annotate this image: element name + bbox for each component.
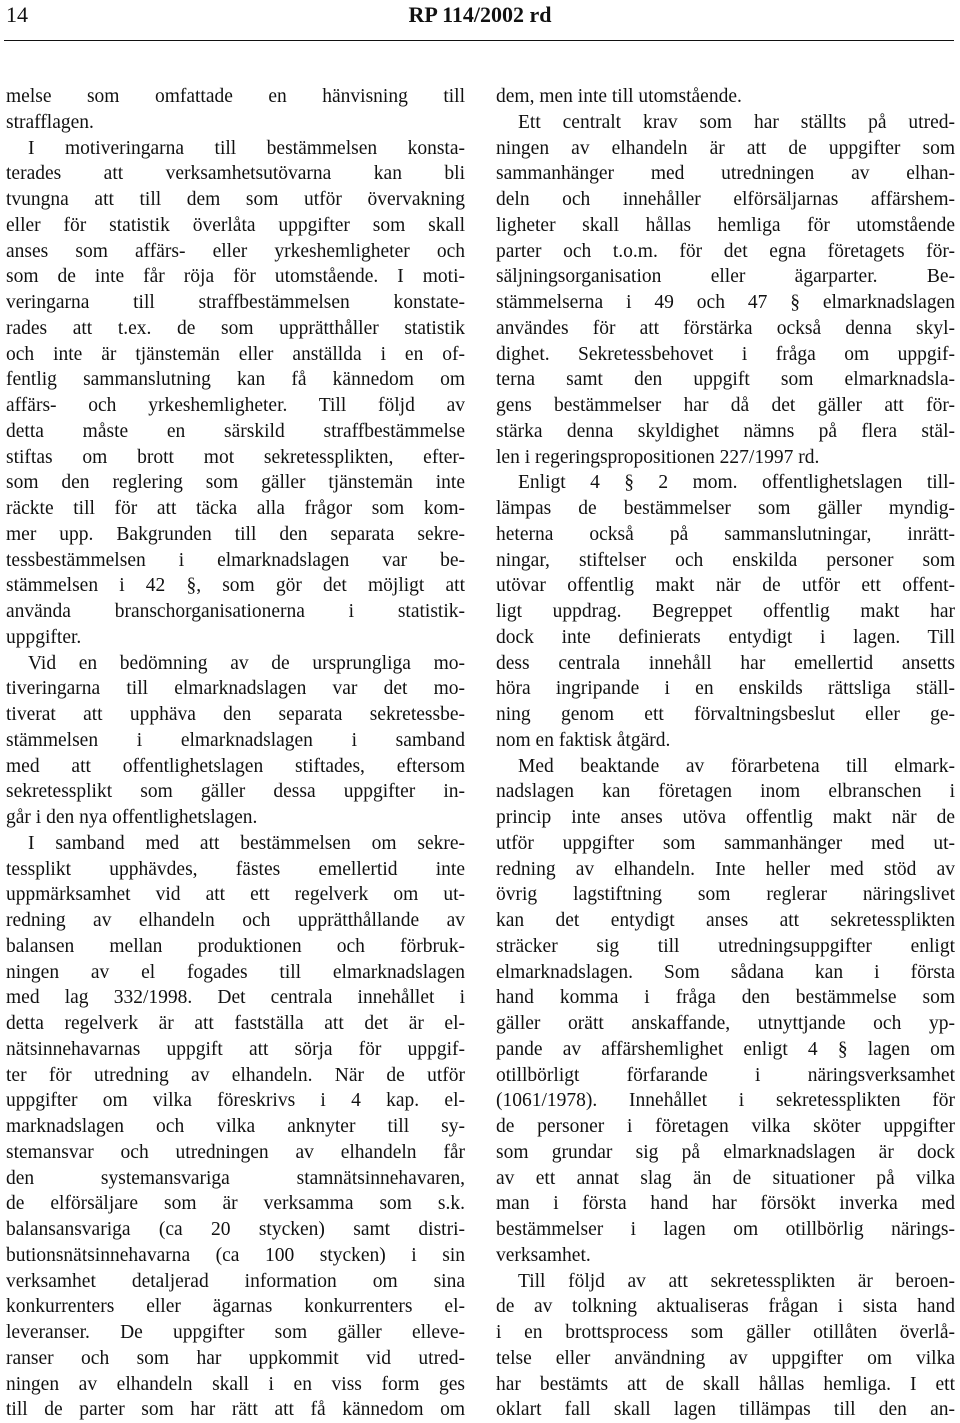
text-line: terades att verksamhetsutövarna kan bli <box>6 163 465 185</box>
text-line: gäller orätt anskaffande, utnyttjande och yp- <box>496 1013 955 1034</box>
text-line: fentlig sammanslutning kan få kännedom om <box>6 369 465 391</box>
text-line: de personer i företagen vilka sköter uppgifter <box>496 1116 955 1137</box>
text-line: gens bestämmelser har då det gäller att för- <box>496 395 955 416</box>
text-line: oklart fall skall lagen tillämpas till den an- <box>496 1399 955 1421</box>
text-line: sekretessplikt som gäller dessa uppgifter in- <box>6 781 465 803</box>
text-line: som den reglering som gäller tjänstemän inte <box>6 472 465 494</box>
text-line: tessplikt upphävdes, fästes emellertid inte <box>6 858 465 880</box>
text-line: har bestämts att de skall hållas hemliga. I ett <box>496 1373 955 1395</box>
text-line: terna samt den uppgift som elmarknadsla- <box>496 369 955 391</box>
text-line: tiveringarna till elmarknadslagen var det mo- <box>6 678 465 700</box>
text-line: detta måste en särskild straffbestämmelse <box>6 420 465 442</box>
text-line: Vid en bedömning av de ursprungliga mo- <box>28 652 465 674</box>
text-line: affärs- och yrkeshemligheter. Till följd av <box>6 395 465 416</box>
text-line: ningar, stiftelser och enskilda personer som <box>496 549 955 571</box>
text-line: användes för att förstärka också denna skyl- <box>496 317 955 339</box>
text-line: ranser och som har uppkommit vid utred- <box>6 1347 465 1369</box>
text-line: ter för utredning av elhandeln. När de utför <box>6 1064 465 1086</box>
text-line: som de inte får röja för utomstående. I moti- <box>6 266 465 288</box>
text-line: balansansvariga (ca 20 stycken) samt distri- <box>6 1219 465 1240</box>
text-line: ning genom ett förvaltningsbeslut eller ge- <box>496 704 955 725</box>
text-line: den systemansvariga stamnätsinnehavaren, <box>6 1167 465 1189</box>
text-line: mer upp. Bakgrunden till den separata sekre- <box>6 523 465 545</box>
text-line: tiverat att upphäva den separata sekretessbe- <box>6 704 465 725</box>
text-line: len i regeringspropositionen 227/1997 rd. <box>496 446 820 468</box>
page-header <box>0 0 960 46</box>
text-line: nom en faktisk åtgärd. <box>496 729 671 751</box>
text-line: veringarna till straffbestämmelsen konstate- <box>6 292 465 313</box>
text-line: som grundar sig på elmarknadslagen är dock <box>496 1141 955 1163</box>
text-line: melse som omfattade en hänvisning till <box>6 86 465 107</box>
text-line: leveranser. De uppgifter som gäller elleve- <box>6 1322 465 1343</box>
text-line: ligheter skall hållas hemliga för utomstående <box>496 214 955 236</box>
text-line: räckte till för att täcka alla frågor som kom- <box>6 498 465 519</box>
text-line: Enligt 4 § 2 mom. offentlighetslagen till- <box>518 472 955 494</box>
document-title: RP 114/2002 rd <box>408 2 552 27</box>
text-line: de elförsäljare som är verksamma som s.k. <box>6 1193 465 1215</box>
text-line: man i första hand har försökt inverka med <box>496 1193 955 1215</box>
text-line: stiftas om brott mot sekretessplikten, efter- <box>6 446 465 468</box>
text-line: dem, men inte till utomstående. <box>496 86 742 107</box>
text-line: hand komma i fråga den bestämmelse som <box>496 987 955 1009</box>
text-line: heterna också på sammanslutningar, inrätt- <box>496 523 955 545</box>
text-line: otillbörligt förfarande i näringsverksamhet <box>496 1064 955 1086</box>
text-line: stämmelsen i 42 §, som gör det möjligt att <box>6 575 465 597</box>
text-line: nätsinnehavarnas uppgift att sörja för uppgif- <box>6 1038 465 1060</box>
text-line: utövar offentlig makt när de utför ett offent- <box>496 575 955 597</box>
text-line: redning av elhandeln och upprätthållande av <box>6 910 465 931</box>
text-line: Ett centralt krav som har ställts på utred- <box>518 111 955 133</box>
text-line: med lag 332/1998. Det centrala innehållet i <box>6 987 465 1009</box>
text-line: tessbestämmelsen i elmarknadslagen var be- <box>6 549 465 571</box>
text-line: nadslagen kan företagen inom elbranschen i <box>496 781 955 803</box>
text-line: ningen av elhandeln är att de uppgifter som <box>496 137 955 159</box>
text-line: med att offentlighetslagen stiftades, eftersom <box>6 755 465 777</box>
text-line: redning av elhandeln. Inte heller med stöd av <box>496 858 955 880</box>
text-line: I motiveringarna till bestämmelsen konsta- <box>28 137 465 159</box>
text-line: tvungna att till dem som utför övervakning <box>6 189 465 210</box>
text-line: går i den nya offentlighetslagen. <box>6 807 258 828</box>
text-line: (1061/1978). Innehållet i sekretessplikten för <box>496 1090 955 1112</box>
text-line: verksamhet. <box>496 1244 591 1266</box>
text-line: telse eller användning av uppgifter om vilka <box>496 1347 955 1369</box>
text-line: säljningsorganisation eller ägarparter. Be- <box>496 266 955 288</box>
text-line: i en brottsprocess som gäller otillåten överlå- <box>496 1322 955 1343</box>
text-line: pande av affärshemlighet enligt 4 § lagen om <box>496 1038 955 1060</box>
text-line: stämmelserna i 49 och 47 § elmarknadslagen <box>496 292 955 313</box>
text-line: Med beaktande av förarbetena till elmark- <box>518 755 955 777</box>
text-line: till de parter som har rätt att få kännedom om <box>6 1399 465 1421</box>
text-line: övrig lagstiftning som reglerar näringslivet <box>496 884 955 906</box>
text-line: ligt uppdrag. Begreppet offentlig makt har <box>496 601 955 622</box>
text-line: detta regelverk är att fastställa att det är el- <box>6 1013 465 1034</box>
text-line: anses som affärs- eller yrkeshemligheter och <box>6 240 465 262</box>
text-line: butionsnätsinnehavarna (ca 100 stycken) i sin <box>6 1244 465 1266</box>
text-line: uppmärksamhet vid att ett regelverk om ut- <box>6 884 465 906</box>
text-line: använda branschorganisationerna i statistik- <box>6 601 465 622</box>
text-line: de av tolkning aktualiseras frågan i sista hand <box>496 1296 955 1318</box>
text-line: bestämmelser i lagen om otillbörlig närings- <box>496 1219 955 1240</box>
text-line: I samband med att bestämmelsen om sekre- <box>28 832 465 854</box>
header-rule <box>4 40 954 41</box>
text-line: parter och t.o.m. för det egna företagets för- <box>496 240 955 262</box>
text-line: dock inte definierats entydigt i lagen. Till <box>496 626 955 648</box>
text-line: konkurrenters eller ägarnas konkurrenters el- <box>6 1296 465 1318</box>
text-line: sträcker sig till utredningsuppgifter enligt <box>496 935 955 957</box>
text-line: elmarknadslagen. Som sådana kan i första <box>496 961 955 983</box>
text-line: av ett annat slag än de situationer på vilka <box>496 1167 955 1189</box>
text-line: eller för statistik överlåta uppgifter som skall <box>6 214 465 236</box>
text-line: deln och innehåller elförsäljarnas affärshem- <box>496 189 955 210</box>
text-line: uppgifter om vilka föreskrivs i 4 kap. el- <box>6 1090 465 1112</box>
text-line: ningen av elhandeln skall i en viss form ges <box>6 1373 465 1395</box>
text-line: Till följd av att sekretessplikten är beroen- <box>518 1270 955 1292</box>
text-line: dess centrala innehåll har emellertid ansetts <box>496 652 955 674</box>
page-number: 14 <box>6 2 28 27</box>
text-line: ningen av el fogades till elmarknadslagen <box>6 961 465 983</box>
text-line: lämpas de bestämmelser som gäller myndig- <box>496 498 955 519</box>
right-column <box>496 84 955 1423</box>
text-line: stärka denna skyldighet nämns på flera stäl- <box>496 420 955 442</box>
text-line: utför uppgifter som sammanhänger med ut- <box>496 832 955 854</box>
text-line: marknadslagen och vilka anknyter till sy- <box>6 1116 465 1137</box>
text-line: rades att t.ex. de som upprätthåller statistik <box>6 317 465 339</box>
text-line: balansen mellan produktionen och förbruk- <box>6 935 465 957</box>
text-line: sammanhänger med utredningen av elhan- <box>496 163 955 185</box>
text-line: strafflagen. <box>6 111 94 133</box>
text-line: kan det entydigt anses att sekretessplikten <box>496 910 955 931</box>
text-line: stämmelsen i elmarknadslagen i samband <box>6 729 465 751</box>
text-line: verksamhet detaljerad information om sina <box>6 1270 465 1292</box>
text-line: uppgifter. <box>6 626 82 648</box>
text-line: princip inte anses utöva offentlig makt när de <box>496 807 955 828</box>
text-line: dighet. Sekretessbehovet i fråga om uppgif- <box>496 343 955 365</box>
text-line: och inte är tjänstemän eller anställda i en of- <box>6 343 465 365</box>
text-line: höra ingripande i en enskilds rättsliga ställ- <box>496 678 955 700</box>
text-line: stemansvar och utredningen av elhandeln får <box>6 1141 465 1163</box>
left-column <box>6 84 465 1423</box>
